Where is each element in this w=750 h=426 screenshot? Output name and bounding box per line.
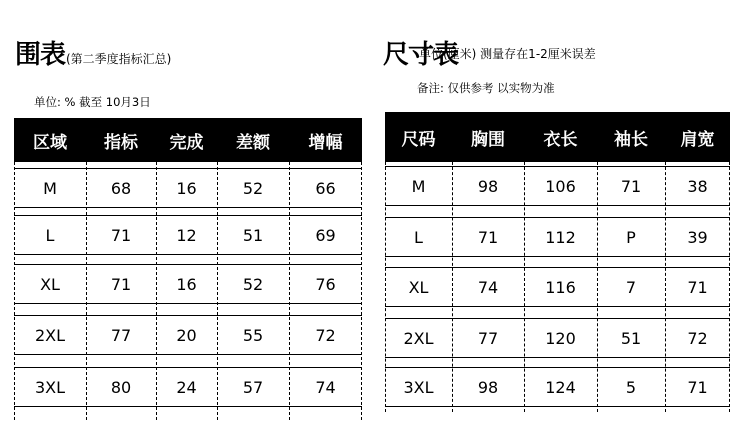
left-header-cell: 指标 (104, 132, 138, 153)
right-size-table (385, 112, 730, 412)
table-cell: 72 (315, 325, 336, 345)
table-cell: 71 (477, 227, 499, 247)
table-cell: 71 (620, 176, 642, 196)
table-cell: 74 (477, 277, 499, 297)
right-header-cell: 肩宽 (680, 129, 715, 150)
table-cell: 76 (315, 274, 336, 294)
table-border (361, 162, 362, 420)
table-cell: M (411, 176, 426, 196)
table-cell: M (43, 178, 57, 198)
table-cell: 74 (315, 377, 336, 397)
table-cell: 3XL (403, 377, 434, 397)
table-cell: 98 (477, 377, 499, 397)
right-table-header (385, 112, 730, 162)
table-row (385, 267, 730, 307)
left-table-header (14, 118, 362, 162)
table-border (385, 162, 386, 412)
right-header-cell: 衣长 (543, 129, 578, 150)
table-cell: 124 (545, 377, 576, 397)
right-chart-title: 尺寸表 (383, 40, 459, 70)
table-cell: 12 (176, 225, 197, 245)
table-cell: 69 (315, 225, 336, 245)
table-cell: 2XL (403, 328, 434, 348)
table-cell: 71 (110, 225, 132, 245)
table-cell: XL (40, 274, 60, 294)
table-row (14, 264, 362, 304)
table-cell: 51 (242, 225, 264, 245)
table-cell: 71 (687, 377, 708, 397)
table-cell: 20 (176, 325, 197, 345)
table-cell: 98 (477, 176, 499, 196)
table-cell: 68 (110, 178, 132, 198)
column-divider (597, 162, 598, 412)
left-header-cell: 完成 (169, 132, 204, 153)
table-cell: 77 (477, 328, 499, 348)
left-chart-subtitle: (第二季度指标汇总) (66, 52, 172, 66)
column-divider (665, 162, 666, 412)
table-cell: 16 (176, 274, 197, 294)
left-chart-note: 单位: % 截至 10月3日 (34, 95, 151, 109)
table-cell: 16 (176, 178, 197, 198)
table-row (385, 217, 730, 257)
left-header-cell: 区域 (33, 132, 67, 153)
column-divider (289, 162, 290, 420)
column-divider (524, 162, 525, 412)
table-cell: L (414, 227, 423, 247)
table-cell: 106 (545, 176, 576, 196)
table-cell: 39 (687, 227, 708, 247)
left-chart-title: 围表 (15, 40, 66, 70)
table-border (729, 162, 730, 412)
column-divider (86, 162, 87, 420)
table-cell: 57 (242, 377, 264, 397)
right-header-cell: 尺码 (401, 129, 436, 150)
table-cell: 77 (110, 325, 132, 345)
left-size-table (14, 118, 362, 420)
right-size-chart (375, 0, 750, 426)
table-cell: 7 (625, 277, 637, 297)
column-divider (217, 162, 218, 420)
table-cell: L (45, 225, 55, 245)
table-cell: 71 (687, 277, 708, 297)
table-cell: 66 (315, 178, 336, 198)
table-row (14, 168, 362, 208)
column-divider (452, 162, 453, 412)
table-row (14, 315, 362, 355)
table-cell: 112 (545, 227, 576, 247)
table-cell: 2XL (34, 325, 66, 345)
table-cell: 24 (176, 377, 197, 397)
column-divider (156, 162, 157, 420)
table-row (14, 367, 362, 407)
table-cell: 71 (110, 274, 132, 294)
table-row (14, 215, 362, 255)
table-row (385, 166, 730, 206)
right-header-cell: 胸围 (471, 129, 505, 150)
right-header-cell: 袖长 (614, 129, 648, 150)
left-header-cell: 增幅 (308, 132, 343, 153)
table-cell: 38 (687, 176, 708, 196)
table-cell: P (626, 227, 636, 247)
table-cell: 52 (242, 178, 264, 198)
table-cell: 80 (110, 377, 132, 397)
table-cell: 116 (545, 277, 576, 297)
table-cell: 5 (625, 377, 637, 397)
table-cell: 120 (545, 328, 576, 348)
table-cell: XL (408, 277, 429, 297)
table-cell: 51 (620, 328, 642, 348)
right-chart-note: 备注: 仅供参考 以实物为准 (417, 81, 555, 95)
table-cell: 55 (242, 325, 264, 345)
right-chart-subtitle: 单位(厘米) 测量存在1-2厘米误差 (419, 47, 596, 61)
table-row (385, 318, 730, 358)
left-header-cell: 差额 (236, 132, 270, 153)
table-cell: 72 (687, 328, 708, 348)
table-border (14, 162, 15, 420)
table-row (385, 367, 730, 407)
table-cell: 52 (242, 274, 264, 294)
table-cell: 3XL (34, 377, 66, 397)
